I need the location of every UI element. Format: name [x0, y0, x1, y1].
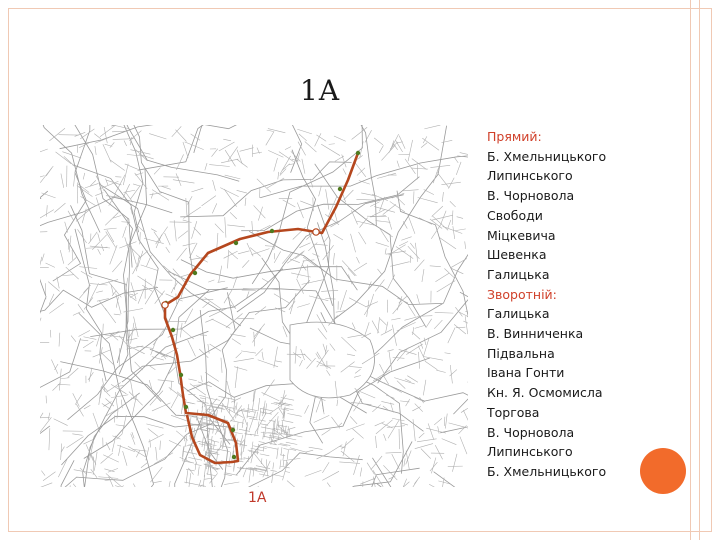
route-stop-marker: [338, 187, 342, 191]
forward-header: Прямий:: [487, 129, 542, 144]
return-stop: В. Винниченка: [487, 326, 584, 342]
terminal-marker: [162, 302, 168, 308]
forward-stop: Міцкевича: [487, 227, 556, 243]
return-stop: Б. Хмельницького: [487, 463, 607, 479]
route-stop-marker: [179, 373, 183, 377]
forward-stop: Шевенка: [487, 247, 547, 263]
frame-line: [699, 0, 700, 540]
return-stop: Кн. Я. Осмомисла: [487, 385, 603, 401]
return-stop: Івана Гонти: [487, 365, 565, 381]
forward-stop: Б. Хмельницького: [487, 148, 607, 164]
route-stop-marker: [231, 428, 235, 432]
stops-list: [487, 127, 606, 482]
route-stop-marker: [232, 455, 236, 459]
route-stop-marker: [234, 241, 238, 245]
route-stop-marker: [270, 229, 274, 233]
return-stop: Галицька: [487, 306, 550, 322]
return-stop: Липинського: [487, 444, 573, 460]
terminal-marker: [313, 229, 319, 235]
slide-title: 1A: [300, 74, 341, 107]
route-line: [165, 153, 358, 463]
forward-stop: Липинського: [487, 168, 573, 184]
forward-stop: В. Чорновола: [487, 188, 575, 204]
return-stop: В. Чорновола: [487, 424, 575, 440]
forward-stops: [487, 147, 606, 285]
route-stop-marker: [184, 405, 188, 409]
return-stop: Торгова: [487, 404, 540, 420]
return-header: Зворотній:: [487, 286, 557, 302]
route-stop-marker: [356, 151, 360, 155]
forward-stop: Галицька: [487, 266, 550, 282]
forward-stop: Свободи: [487, 207, 543, 223]
frame-line: [690, 0, 691, 540]
route-stop-marker: [171, 328, 175, 332]
accent-circle: [640, 448, 686, 494]
map-caption: 1A: [248, 490, 267, 506]
route-stop-marker: [193, 271, 197, 275]
return-stop: Підвальна: [487, 345, 555, 361]
city-map: [40, 125, 468, 487]
return-stops: [487, 304, 606, 481]
